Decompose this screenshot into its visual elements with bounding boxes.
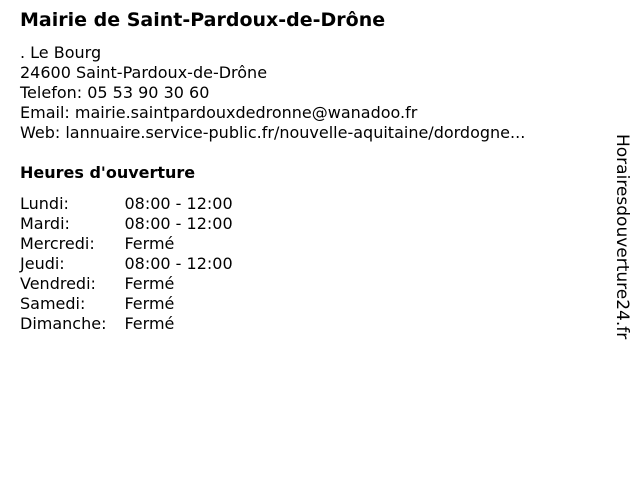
day-hours: Fermé xyxy=(124,294,175,313)
day-label: Mardi: xyxy=(20,214,70,233)
address-block xyxy=(20,43,525,143)
hours-row xyxy=(20,254,233,274)
site-watermark: Horairesdouverture24.fr xyxy=(612,134,632,340)
street-address: . Le Bourg xyxy=(20,43,102,62)
day-label: Dimanche: xyxy=(20,314,107,333)
hours-row xyxy=(20,194,233,214)
hours-row xyxy=(20,294,233,314)
day-hours: 08:00 - 12:00 xyxy=(124,194,233,213)
day-hours: 08:00 - 12:00 xyxy=(124,214,233,233)
day-hours: Fermé xyxy=(124,274,175,293)
hours-row xyxy=(20,274,233,294)
phone-number: Telefon: 05 53 90 30 60 xyxy=(20,83,210,102)
city-address: 24600 Saint-Pardoux-de-Drône xyxy=(20,63,268,82)
day-label: Jeudi: xyxy=(20,254,65,273)
day-label: Samedi: xyxy=(20,294,86,313)
day-label: Mercredi: xyxy=(20,234,95,253)
page-title: Mairie de Saint-Pardoux-de-Drône xyxy=(20,9,386,31)
website-link: Web: lannuaire.service-public.fr/nouvelle-aquitaine/dordogne... xyxy=(20,123,526,142)
day-label: Vendredi: xyxy=(20,274,96,293)
hours-row xyxy=(20,214,233,234)
email-address: Email: mairie.saintpardouxdedronne@wanadoo.fr xyxy=(20,103,418,122)
opening-hours-table xyxy=(20,194,233,334)
day-hours: 08:00 - 12:00 xyxy=(124,254,233,273)
hours-row xyxy=(20,234,233,254)
day-label: Lundi: xyxy=(20,194,69,213)
day-hours: Fermé xyxy=(124,234,175,253)
hours-row xyxy=(20,314,233,334)
opening-hours-heading: Heures d'ouverture xyxy=(20,163,196,182)
day-hours: Fermé xyxy=(124,314,175,333)
